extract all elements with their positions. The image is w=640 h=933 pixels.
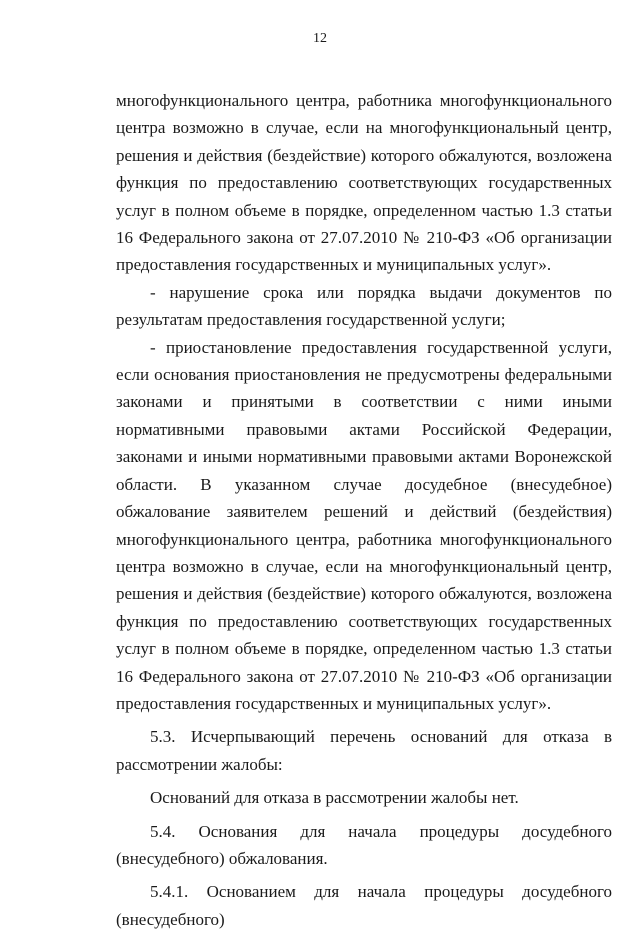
page-number: 12: [313, 31, 327, 46]
paragraph-5-4-1: 5.4.1. Основанием для начала процедуры досудебного (внесудебного): [116, 882, 612, 929]
paragraph-continuation: многофункционального центра, работника многофункционального центра возможно в случае, если на многофункциональный центр, решения и действия (бездействие) которого обжалуются, возложена функция по предоставлению соответствующих государственных услуг в полном объеме в порядке, определенном частью 1.3 статьи 16 Федерального закона от 27.07.2010 № 210-ФЗ «Об организации предоставления государственных и муниципальных услуг».: [116, 91, 612, 275]
paragraph-list-item-suspension: - приостановление предоставления государственной услуги, если основания приостановления не предусмотрены федеральными законами и принятыми в соответствии с ними иными нормативными правовыми актами Российской Федерации, законами и иными нормативными правовыми актами Воронежской области. В указанном случае досудебное (внесудебное) обжалование заявителем решений и действий (бездействия) многофункционального центра, работника многофункционального центра возможно в случае, если на многофункциональный центр, решения и действия (бездействие) которого обжалуются, возложена функция по предоставлению соответствующих государственных услуг в полном объеме в порядке, определенном частью 1.3 статьи 16 Федерального закона от 27.07.2010 № 210-ФЗ «Об организации предоставления государственных и муниципальных услуг».: [116, 337, 612, 713]
document-body: [116, 87, 612, 933]
paragraph-list-item-deadline: - нарушение срока или порядка выдачи документов по результатам предоставления государственной услуги;: [116, 282, 612, 330]
paragraph-5-3: 5.3. Исчерпывающий перечень оснований для отказа в рассмотрении жалобы:: [116, 727, 612, 774]
paragraph-5-4: 5.4. Основания для начала процедуры досудебного (внесудебного) обжалования.: [116, 821, 612, 868]
paragraph-no-grounds: Оснований для отказа в рассмотрении жалобы нет.: [150, 788, 519, 808]
